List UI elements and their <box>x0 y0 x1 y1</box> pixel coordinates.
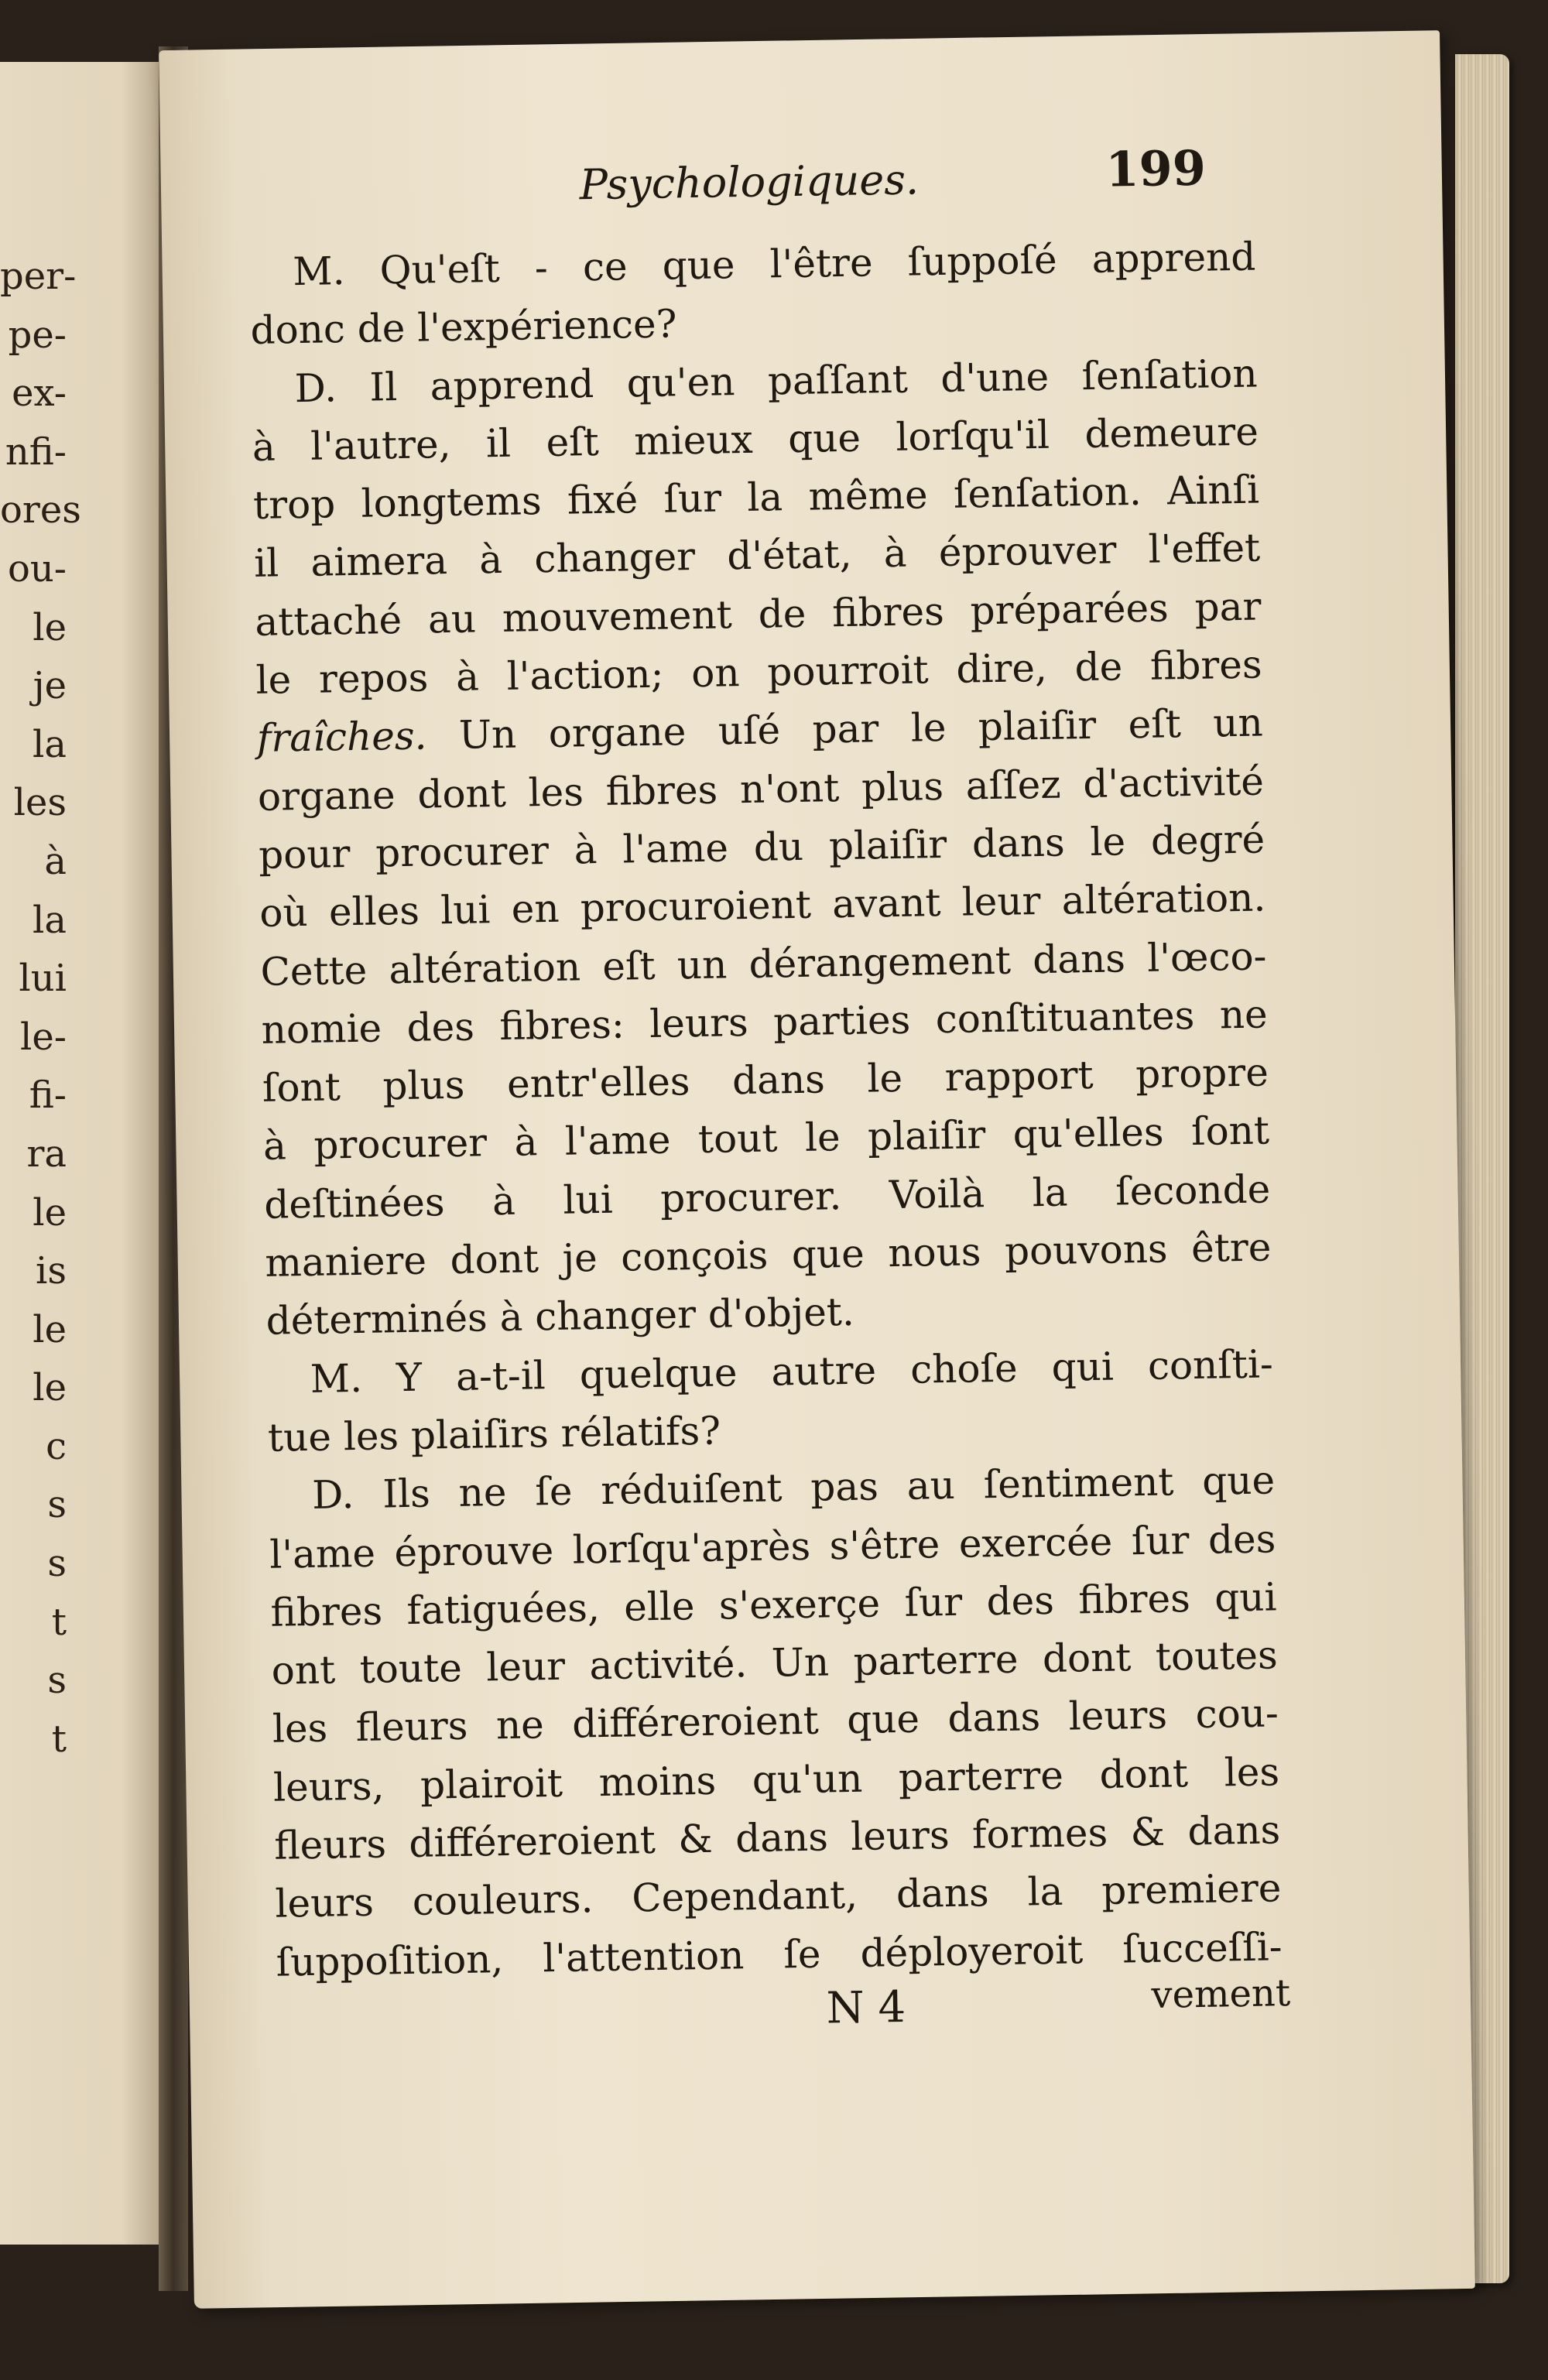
left-fragment: la <box>33 722 67 766</box>
body-text <box>249 228 1283 1992</box>
line-text: ſuppoſition, l'attention ſe déployeroit ſucceſſi- <box>276 1923 1283 1985</box>
line-text: ſont plus entr'elles dans le rapport propre <box>262 1050 1269 1111</box>
left-fragment: t <box>51 1600 67 1644</box>
line-text: il aimera à changer d'état, à éprouver l'effet <box>253 526 1261 587</box>
line-text: où elles lui en procuroient avant leur altération. <box>259 875 1266 937</box>
left-fragment: les <box>13 781 67 825</box>
line-text: organe dont les fibres n'ont plus aſſez d'activité <box>257 759 1265 820</box>
left-fragment: fi- <box>29 1074 67 1118</box>
line-text: trop longtems fixé ſur la même ſenſation. Ainſi <box>252 467 1260 529</box>
line-text: deſtinées à lui procurer. Voilà la ſeconde <box>263 1166 1271 1228</box>
left-page-text-fragments <box>0 248 81 1769</box>
left-fragment: ores <box>0 488 81 533</box>
line-text: attaché au mouvement de fibres préparées par <box>255 584 1262 645</box>
left-fragment: t <box>51 1717 67 1761</box>
line-text: fibres fatiguées, elle s'exerçe ſur des fibres qui <box>270 1574 1277 1635</box>
running-title: Psychologiques. <box>579 155 920 210</box>
left-fragment: ra <box>26 1132 67 1176</box>
line-text: tue les plaiſirs rélatifs? <box>267 1408 721 1461</box>
left-fragment: le <box>33 1190 67 1235</box>
line-text: à l'autre, il eſt mieux que lorſqu'il demeure <box>252 409 1259 470</box>
left-fragment: la <box>33 898 67 942</box>
line-text: Cette altération eſt un dérangement dans l'œco- <box>260 933 1267 995</box>
line-text: l'ame éprouve lorſqu'après s'être exercée ſur des <box>269 1515 1276 1577</box>
line-text: fleurs différeroient & dans leurs formes & dans <box>273 1807 1281 1868</box>
left-fragment: s <box>47 1659 67 1703</box>
left-fragment: le <box>33 605 67 649</box>
page-number: 199 <box>1104 139 1207 198</box>
line-text: pour procurer à l'ame du plaiſir dans le degré <box>258 817 1265 878</box>
left-fragment: à <box>44 839 67 883</box>
line-text: M. Qu'eſt - ce que l'être ſuppoſé apprend <box>292 234 1256 295</box>
line-text: leurs couleurs. Cependant, dans la premiere <box>275 1865 1282 1927</box>
left-fragment: ou- <box>7 546 67 591</box>
left-fragment: per- <box>0 255 77 298</box>
left-fragment: ex- <box>12 372 67 416</box>
line-text: D. Ils ne ſe réduiſent pas au ſentiment que <box>311 1457 1276 1519</box>
line-text: déterminés à changer d'objet. <box>265 1289 855 1344</box>
running-header <box>248 139 1255 244</box>
left-fragment: je <box>33 664 67 708</box>
signature-mark: N 4 <box>826 1981 906 2034</box>
line-text: Un organe uſé par le plaiſir eſt un <box>426 700 1264 759</box>
line-text: donc de l'expérience? <box>250 301 677 354</box>
line-text: D. Il apprend qu'en paſſant d'une ſenſation <box>294 351 1259 411</box>
left-fragment: le <box>33 1307 67 1351</box>
left-fragment: pe- <box>8 313 67 357</box>
line-text: nomie des fibres: leurs parties conſtituantes ne <box>261 991 1269 1053</box>
left-fragment: is <box>36 1249 67 1293</box>
left-fragment: le <box>33 1366 67 1410</box>
line-text: leurs, plairoit moins qu'un parterre dont les <box>272 1749 1280 1810</box>
line-text: ont toute leur activité. Un parterre dont toutes <box>271 1632 1279 1693</box>
left-fragment: s <box>47 1483 67 1527</box>
line-text: le repos à l'action; on pourroit dire, de fibres <box>255 642 1262 703</box>
line-text: à procurer à l'ame tout le plaiſir qu'elles ſont <box>262 1108 1270 1169</box>
left-fragment: lui <box>19 957 67 1001</box>
catchword: vement <box>1151 1971 1291 2017</box>
line-text: maniere dont je conçois que nous pouvons être <box>265 1224 1272 1286</box>
left-fragment: s <box>47 1542 67 1586</box>
italic-word: fraîches. <box>256 713 427 762</box>
left-fragment: le- <box>20 1015 67 1059</box>
left-fragment: c <box>46 1424 67 1468</box>
line-text: M. Y a-t-il quelque autre choſe qui conſti- <box>310 1341 1274 1402</box>
page-text-block <box>248 139 1291 2046</box>
left-fragment: nfi- <box>5 430 67 474</box>
line-text: les fleurs ne différeroient que dans leurs cou- <box>272 1690 1279 1752</box>
